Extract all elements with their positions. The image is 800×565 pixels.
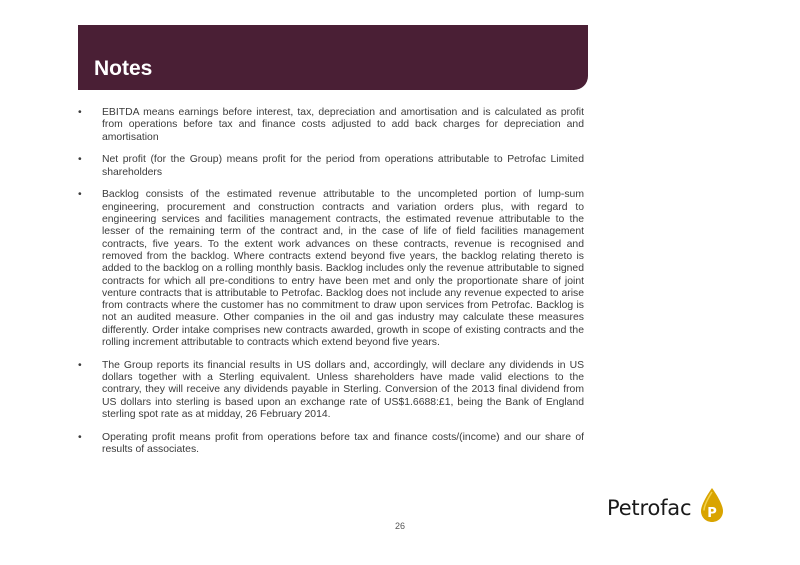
bullet-icon: •	[78, 431, 82, 443]
bullet-icon: •	[78, 107, 82, 118]
list-item	[78, 189, 584, 349]
note-text: Backlog consists of the estimated revenue attributable to the uncompleted portion of lump-sum engineering, procurement and construction contracts and variation orders plus, with regard to engineering services and facilities management contracts, the estimated revenue attributable to the lesser of the remaining term of the contract and, in the case of life of field facilities management contracts, five years. To the extent work advances on these contracts, revenue is recognised and removed from the backlog. Where contracts extend beyond five years, the backlog relating thereto is added to the backlog on a rolling monthly basis. Backlog includes only the revenue attributable to signed contracts for which all pre-conditions to entry have been met and only the proportionate share of joint venture contracts that is attributable to Petrofac. Backlog does not include any revenue expected to arise from contracts where the customer has no commitment to draw upon services from Petrofac. Backlog is not an audited measure. Other companies in the oil and gas industry may calculate these measures differently. Order intake comprises new contracts awarded, growth in scope of existing contracts and the rolling increment attributable to contracts which extend beyond five years.	[102, 189, 584, 349]
page-title: Notes	[94, 57, 153, 80]
page-number: 26	[394, 521, 405, 531]
note-text: Net profit (for the Group) means profit for the period from operations attributable to Petrofac Limited shareholders	[102, 154, 584, 178]
list-item	[78, 432, 584, 457]
logo-mark-letter: P	[707, 506, 717, 521]
title-bar	[78, 25, 588, 90]
bullet-icon: •	[78, 359, 82, 371]
notes-list	[78, 107, 584, 467]
logo-wordmark: Petrofac	[607, 496, 692, 520]
note-text: Operating profit means profit from operations before tax and finance costs/(income) and our share of results of associates.	[102, 431, 584, 456]
note-text: EBITDA means earnings before interest, tax, depreciation and amortisation and is calculated as profit from operations before tax and finance costs adjusted to add back charges for depreciation and amortisation	[102, 107, 584, 143]
note-text: The Group reports its financial results in US dollars and, accordingly, will declare any dividends in US dollars together with a Sterling equivalent. Unless shareholders have made valid elections to the contrary, they will receive any dividends payable in Sterling. Conversion of the 2013 final dividend from US dollars into sterling is based upon an exchange rate of US$1.6688:£1, being the Bank of England sterling spot rate as at midday, 26 February 2014.	[102, 359, 584, 421]
list-item	[78, 107, 584, 144]
oil-drop-icon	[699, 487, 725, 523]
bullet-icon: •	[78, 189, 82, 201]
petrofac-logo	[607, 487, 727, 527]
list-item	[78, 154, 584, 179]
list-item	[78, 360, 584, 421]
bullet-icon: •	[78, 154, 82, 166]
